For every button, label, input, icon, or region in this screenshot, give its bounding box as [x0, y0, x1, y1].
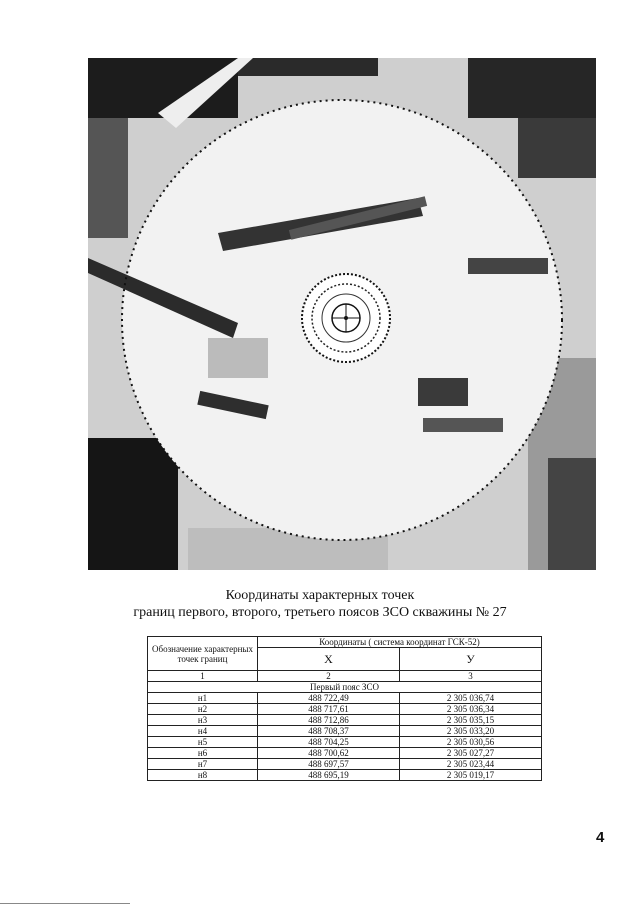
point-y: 2 305 036,74: [400, 693, 542, 704]
point-y: 2 305 036,34: [400, 704, 542, 715]
point-x: 488 700,62: [258, 748, 400, 759]
table-row: [148, 770, 542, 781]
section-row: [148, 682, 542, 693]
point-x: 488 712,86: [258, 715, 400, 726]
caption-title: Координаты характерных точек: [225, 588, 415, 603]
caption-subtitle: границ первого, второго, третьего поясов ЗСО скважины № 27: [133, 605, 507, 620]
table-row: [148, 737, 542, 748]
point-x: 488 695,19: [258, 770, 400, 781]
point-x: 488 722,49: [258, 693, 400, 704]
header-x: X: [258, 648, 400, 671]
point-name: н3: [148, 715, 258, 726]
aerial-map-image: [88, 58, 596, 570]
point-x: 488 697,57: [258, 759, 400, 770]
coordinates-table: [147, 636, 542, 781]
table-row: [148, 715, 542, 726]
point-y: 2 305 019,17: [400, 770, 542, 781]
point-y: 2 305 023,44: [400, 759, 542, 770]
header-coordinates: Координаты ( система координат ГСК-52): [258, 637, 542, 648]
point-x: 488 717,61: [258, 704, 400, 715]
index-cell: 2: [258, 671, 400, 682]
index-cell: 1: [148, 671, 258, 682]
point-name: н5: [148, 737, 258, 748]
point-y: 2 305 033,20: [400, 726, 542, 737]
point-y: 2 305 027,27: [400, 748, 542, 759]
table-row: [148, 726, 542, 737]
table-row: [148, 704, 542, 715]
point-y: 2 305 035,15: [400, 715, 542, 726]
point-y: 2 305 030,56: [400, 737, 542, 748]
index-cell: 3: [400, 671, 542, 682]
point-name: н4: [148, 726, 258, 737]
point-x: 488 708,37: [258, 726, 400, 737]
section-label: Первый пояс ЗСО: [148, 682, 542, 693]
header-y: У: [400, 648, 542, 671]
header-designation: Обозначение характерных точек границ: [148, 637, 258, 671]
point-name: н2: [148, 704, 258, 715]
scan-artifact-line: [0, 903, 130, 904]
page-number: 4: [596, 829, 605, 846]
index-row: [148, 671, 542, 682]
point-x: 488 704,25: [258, 737, 400, 748]
point-name: н7: [148, 759, 258, 770]
table-row: [148, 693, 542, 704]
point-name: н6: [148, 748, 258, 759]
map-drawing: [88, 58, 596, 570]
table-row: [148, 759, 542, 770]
table-row: [148, 748, 542, 759]
point-name: н1: [148, 693, 258, 704]
point-name: н8: [148, 770, 258, 781]
